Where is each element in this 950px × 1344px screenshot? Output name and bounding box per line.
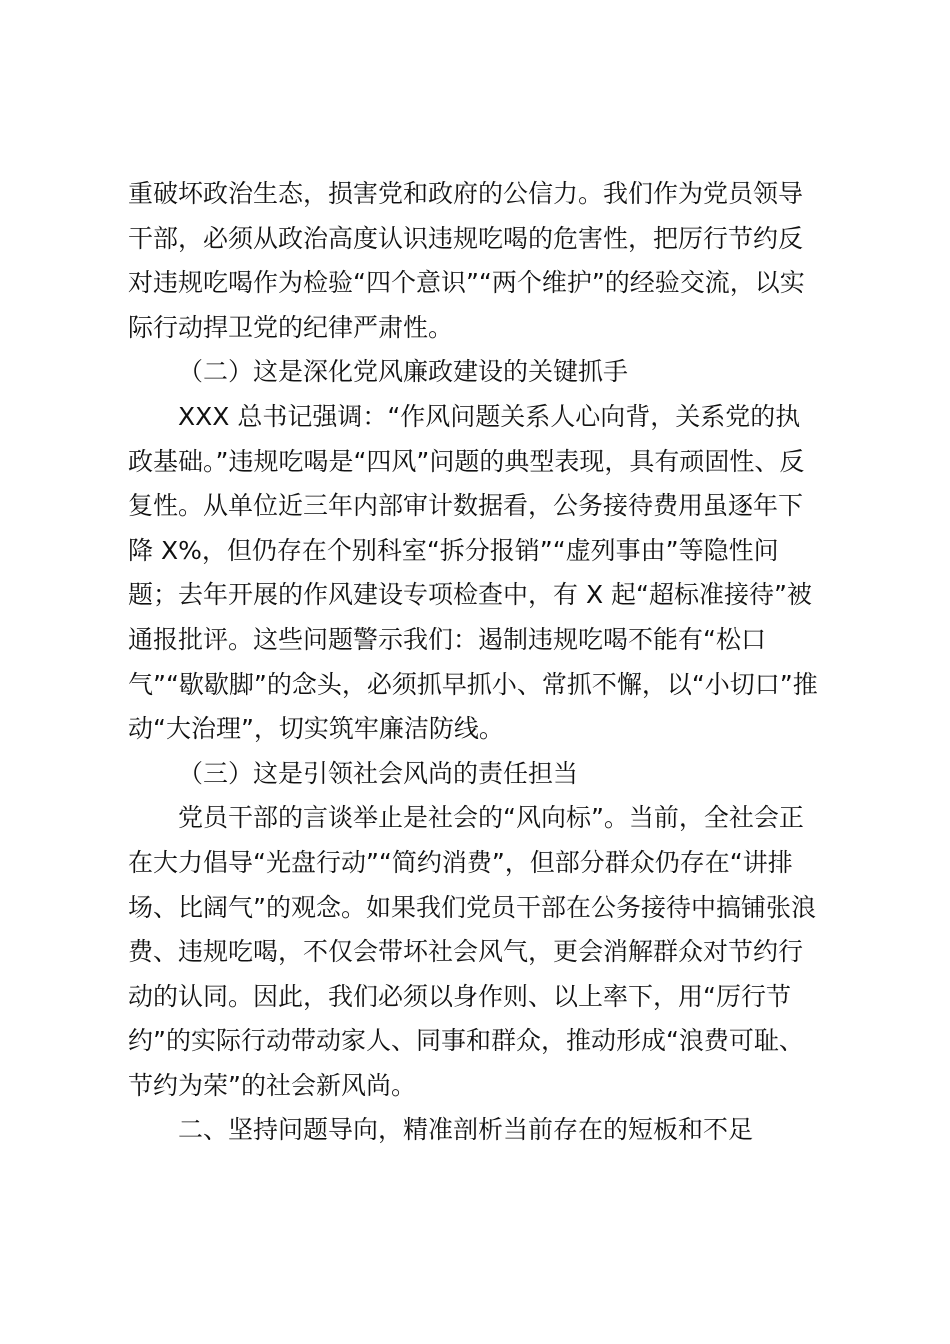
- subsection-heading-2: （二）这是深化党风廉政建设的关键抓手: [178, 357, 629, 387]
- paragraph-line: 费、违规吃喝，不仅会带坏社会风气，更会消解群众对节约行: [128, 937, 804, 967]
- paragraph-line: 动“大治理”，切实筑牢廉洁防线。: [128, 714, 504, 744]
- paragraph-line: 对违规吃喝作为检验“四个意识”“两个维护”的经验交流，以实: [128, 268, 805, 298]
- subsection-heading-3: （三）这是引领社会风尚的责任担当: [178, 758, 579, 788]
- paragraph-line: 降 X%，但仍存在个别科室“拆分报销”“虚列事由”等隐性问: [128, 535, 779, 565]
- paragraph-line: 约”的实际行动带动家人、同事和群众，推动形成“浪费可耻、: [128, 1026, 804, 1056]
- paragraph-line: 党员干部的言谈举止是社会的“风向标”。当前，全社会正: [178, 803, 804, 833]
- paragraph-line: 通报批评。这些问题警示我们：遏制违规吃喝不能有“松口: [128, 624, 766, 654]
- paragraph-line: 干部，必须从政治高度认识违规吃喝的危害性，把厉行节约反: [128, 223, 804, 253]
- paragraph-line: 节约为荣”的社会新风尚。: [128, 1070, 416, 1100]
- paragraph-line: 际行动捍卫党的纪律严肃性。: [128, 312, 454, 342]
- document-body: [128, 172, 824, 1153]
- paragraph-line: 气”“歇歇脚”的念头，必须抓早抓小、常抓不懈，以“小切口”推: [128, 669, 818, 699]
- paragraph-line: 复性。从单位近三年内部审计数据看，公务接待费用虽逐年下: [128, 491, 804, 521]
- paragraph-line: 重破坏政治生态，损害党和政府的公信力。我们作为党员领导: [128, 179, 804, 208]
- paragraph-line: 场、比阔气”的观念。如果我们党员干部在公务接待中搞铺张浪: [128, 892, 816, 922]
- section-heading-2: 二、坚持问题导向，精准剖析当前存在的短板和不足: [178, 1115, 754, 1145]
- paragraph-line: 政基础。”违规吃喝是“四风”问题的典型表现，具有顽固性、反: [128, 446, 805, 476]
- paragraph-line: 动的认同。因此，我们必须以身作则、以上率下，用“厉行节: [128, 981, 791, 1011]
- paragraph-line: 在大力倡导“光盘行动”“简约消费”，但部分群众仍存在“讲排: [128, 847, 793, 877]
- paragraph-line: XXX 总书记强调：“作风问题关系人心向背，关系党的执: [178, 401, 801, 431]
- paragraph-line: 题；去年开展的作风建设专项检查中，有 X 起“超标准接待”被: [128, 580, 812, 610]
